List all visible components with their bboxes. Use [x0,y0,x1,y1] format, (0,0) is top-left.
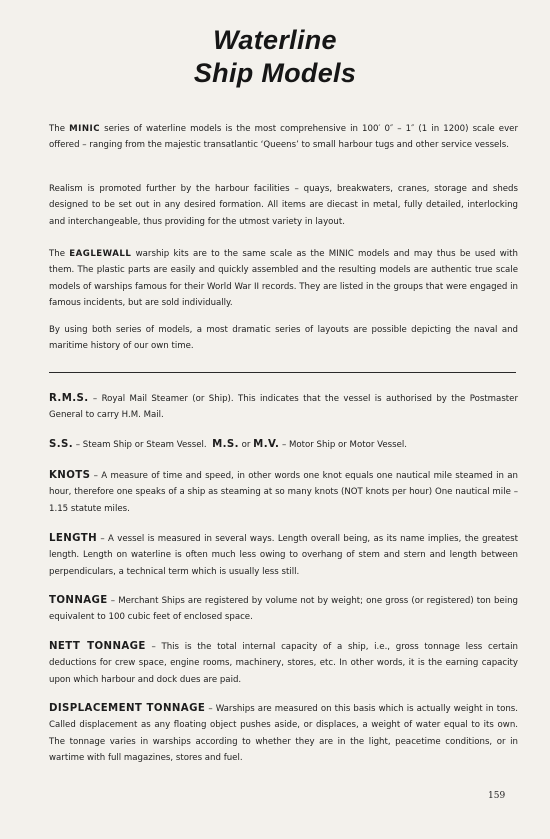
p3-text-start: The [49,249,70,259]
definition-ms-mv: – Motor Ship or Motor Vessel. [279,440,407,450]
p1-text-start: The [49,124,70,134]
intro-paragraph-minic [49,121,518,154]
definition-displacement-tonnage: – Warships are measured on this basis which is actually weight in tons. Called displacement as any floating object pushes aside, or displaces, a weight of water equal to its own. The tonnage varies in warships according to whether they are in the light, peacetime conditions, or in wartime with full magazines, stores and fuel. [49,704,518,763]
term-knots: KNOTS [49,470,91,481]
glossary-rms [49,391,518,424]
definition-rms: – Royal Mail Steamer (or Ship). This indicates that the vessel is authorised by the Postmaster General to carry H.M. Mail. [49,394,518,421]
glossary-nett-tonnage [49,639,518,688]
minic-brand: MINIC [69,124,101,134]
term-nett-tonnage: NETT TONNAGE [49,641,146,652]
term-ss: S.S. [49,439,74,450]
term-ms: M.S. [212,439,239,450]
intro-paragraph-layouts: By using both series of models, a most dramatic series of layouts are possible depicting the naval and maritime history of our own time. [49,325,518,352]
eaglewall-brand: EAGLEWALL [69,249,132,259]
glossary-ss-ms-mv [49,437,518,453]
glossary-knots [49,468,518,517]
term-mv: M.V. [253,439,280,450]
glossary-tonnage [49,593,518,626]
term-rms: R.M.S. [49,393,89,404]
term-displacement-tonnage: DISPLACEMENT TONNAGE [49,703,206,714]
p3-text-rest: warship kits are to the same scale as the MINIC models and may thus be used with them. The plastic parts are easily and quickly assembled and the resulting models are authentic true scale models of warships famous for their World War II records. They are listed in the groups that were engaged in famous incidents, but are sold individually. [49,249,519,308]
term-tonnage: TONNAGE [49,595,108,606]
definition-tonnage: – Merchant Ships are registered by volume not by weight; one gross (or registered) ton being equivalent to 100 cubic feet of enclosed space. [49,596,518,623]
definition-knots: – A measure of time and speed, in other words one knot equals one nautical mile steamed in an hour, therefore one speaks of a ship as steaming at so many knots (NOT knots per hour) One nautical mile – 1.15 statute miles. [49,471,518,514]
page-number: 159 [488,791,506,801]
glossary-displacement-tonnage [49,701,518,766]
definition-nett-tonnage: – This is the total internal capacity of a ship, i.e., gross tonnage less certain deductions for crew space, engine rooms, machinery, stores, etc. In other words, it is the earning capacity upon which harbour and dock dues are paid. [49,642,518,685]
p1-text-rest: series of waterline models is the most comprehensive in 100′ 0″ – 1″ (1 in 1200) scale ever offered – ranging from the majestic transatlantic ‘Queens’ to small harbour tugs and other service vessels. [49,124,518,151]
definition-length: – A vessel is measured in several ways. Length overall being, as its name implies, the greatest length. Length on waterline is often much less owing to overhang of stem and stern and length between perpendiculars, a technical term which is usually less still. [49,534,518,577]
intro-paragraph-harbour: Realism is promoted further by the harbour facilities – quays, breakwaters, cranes, storage and sheds designed to be set out in any desired formation. All items are diecast in metal, fully detailed, interlocking and interchangeable, thus providing for the utmost variety in layout. [49,184,518,227]
title-line-2: Ship Models [193,58,357,88]
page-title [0,24,550,90]
section-divider [49,372,516,373]
glossary-length [49,531,518,580]
title-line-1: Waterline [213,25,337,55]
term-joiner: or [238,440,254,450]
intro-paragraph-eaglewall [49,246,518,311]
term-length: LENGTH [49,533,98,544]
definition-ss: – Steam Ship or Steam Vessel. [73,440,207,450]
